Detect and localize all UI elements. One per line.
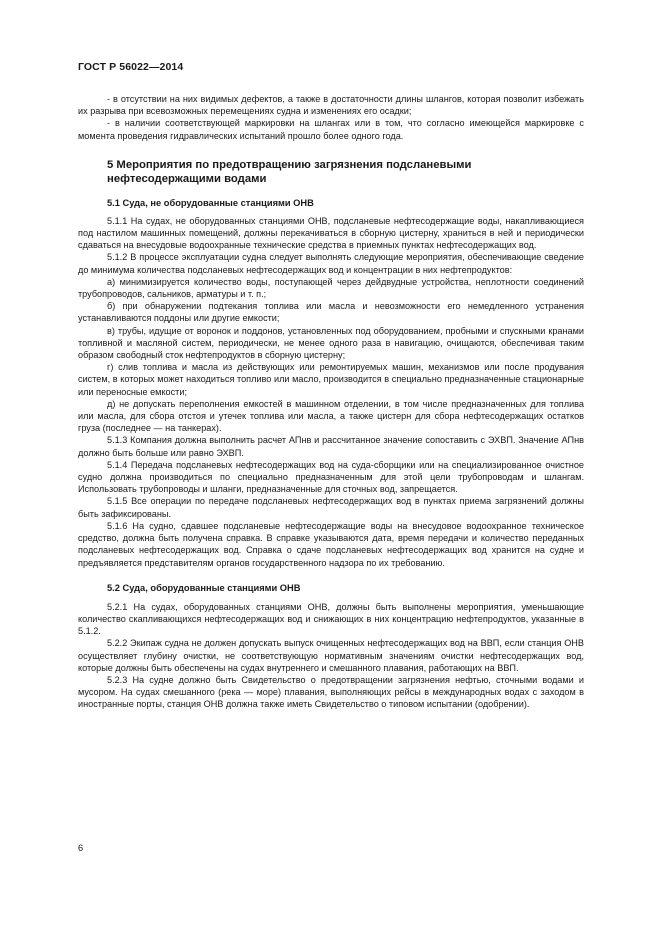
paragraph: 5.1.3 Компания должна выполнить расчет АПнв и рассчитанное значение сопоставить с ЭХВП. Значение АПнв должно быть больше или равно ЭХВП. (78, 435, 584, 458)
paragraph: 5.2.2 Экипаж судна не должен допускать выпуск очищенных нефтесодержащих вод на ВВП, если станция ОНВ осуществляет глубину очистки, не соответствующую нормативным значениям очистки нефтесодержащих вод, которые должны быть обеспечены на судах внутреннего и смешанного плавания, работающих на ВВП. (78, 638, 584, 673)
list-item: б) при обнаружении подтекания топлива или масла и невозможности его немедленного устранения устанавливаются поддоны или другие емкости; (78, 301, 584, 324)
list-item: д) не допускать переполнения емкостей в машинном отделении, в том числе предназначенных для топлива или масла, для сбора отстоя и утечек топлива или масла, а также цистерн для сбора нефтесодержащих остатков груза (последнее — на танкерах). (78, 398, 584, 434)
paragraph: - в наличии соответствующей маркировки на шлангах или в том, что согласно имеющейся маркировке с момента проведения гидравлических испытаний прошло более одного года. (78, 118, 584, 141)
paragraph: - в отсутствии на них видимых дефектов, а также в достаточности длины шлангов, которая позволит избежать их разрыва при всевозможных перемещениях судна и изменениях его осадки; (78, 94, 584, 117)
subsection-title: 5.2 Суда, оборудованные станциями ОНВ (107, 582, 301, 593)
list-item: в) трубы, идущие от воронок и поддонов, установленных под оборудованием, пробными и спускными кранами топливной и масляной систем, периодически, не менее одного раза в навигацию, очищаются, обеспечивая таким образом свободный сток нефтепродуктов в сборную цистерну; (78, 325, 584, 361)
list-item: г) слив топлива и масла из действующих или ремонтируемых машин, механизмов или после продувания систем, в которых может находиться топливо или масло, производится в специально предназначенные стационарные или переносные емкости; (78, 362, 584, 397)
paragraph: 5.1.5 Все операции по передаче подсланевых нефтесодержащих вод в пунктах приема загрязнений должны быть зафиксированы. (78, 496, 584, 519)
paragraph: 5.1.2 В процессе эксплуатации судна следует выполнять следующие мероприятия, обеспечивающие сведение до минимума количества подсланевых нефтесодержащих вод и концентрации в них нефтепродуктов: (78, 252, 584, 275)
paragraph: 5.2.3 На судне должно быть Свидетельство о предотвращении загрязнения нефтью, сточными водами и мусором. На судах смешанного (река — море) плавания, выполняющих рейсы в международных водах с заходом в иностранные порты, станция ОНВ должна также иметь Свидетельство о типовом испытании (одобрении). (78, 674, 584, 710)
paragraph: 5.1.1 На судах, не оборудованных станциями ОНВ, подсланевые нефтесодержащие воды, накапливающиеся под настилом машинных помещений, должны перекачиваться в сборную цистерну, храниться в ней и периодически сдаваться на внесудовые водоохранные технические средства в приемных пунктах нефтесодержащих вод. (78, 215, 584, 251)
page-number: 6 (78, 843, 84, 853)
list-item: а) минимизируется количество воды, поступающей через дейдвудные устройства, неплотности соединений трубопроводов, сальников, арматуры и т. п.; (78, 276, 584, 300)
paragraph: 5.1.4 Передача подсланевых нефтесодержащих вод на суда-сборщики или на специализированное очистное судно должна производиться по специально предназначенным для этой цели трубопроводам и шлангам. Использовать трубопроводы и шланги, предназначенные для сточных вод, запрещается. (78, 459, 584, 495)
subsection-title: 5.1 Суда, не оборудованные станциями ОНВ (107, 197, 314, 208)
section-title: 5 Мероприятия по предотвращению загрязнения подсланевыми нефтесодержащими водами (107, 158, 472, 186)
paragraph: 5.1.6 На судно, сдавшее подсланевые нефтесодержащие воды на внесудовое водоохранное техническое средство, должна быть получена справка. В справке указываются дата, время передачи и количество переданных подсланевых нефтесодержащих вод. Справка о сдаче подсланевых нефтесодержащих вод хранится на судне и предъявляется представителям органов государственного надзора по их требованию. (78, 520, 584, 568)
document-body (78, 93, 584, 711)
standard-header: ГОСТ Р 56022—2014 (78, 61, 184, 73)
paragraph: 5.2.1 На судах, оборудованных станциями ОНВ, должны быть выполнены мероприятия, уменьшающие количество скапливающихся нефтесодержащих вод и снижающих в них концентрацию нефтепродуктов, указанные в 5.1.2. (78, 601, 584, 637)
